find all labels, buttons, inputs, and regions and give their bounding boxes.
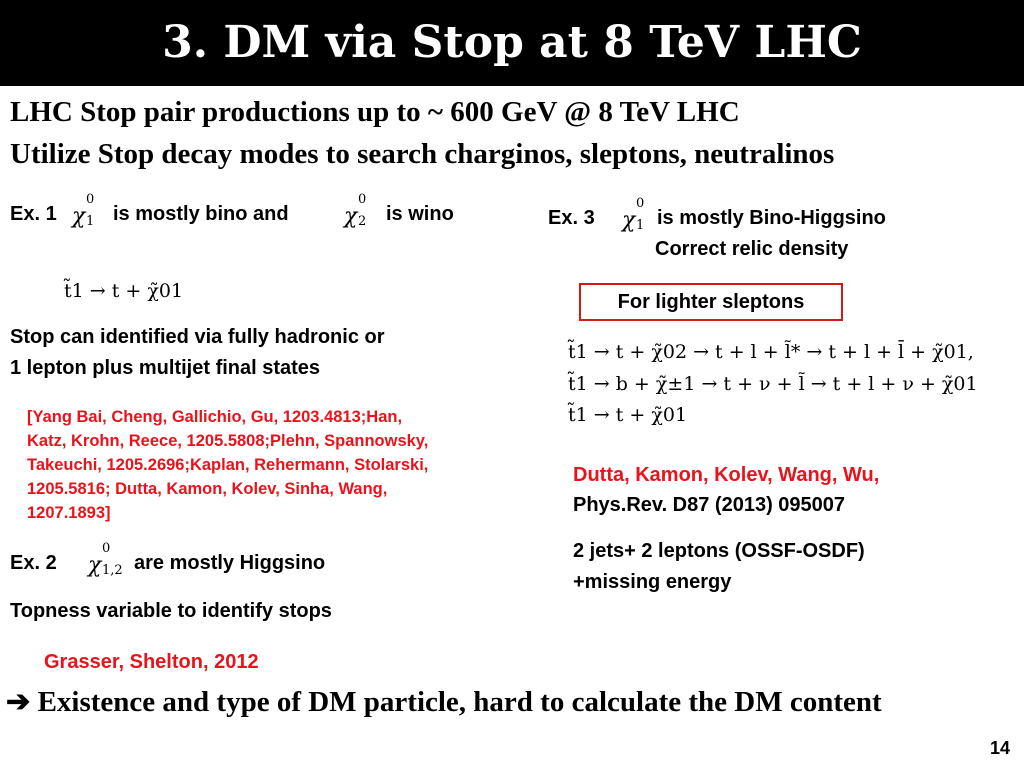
ex3-relic-density: Correct relic density <box>655 238 849 260</box>
references-block <box>27 405 527 525</box>
chi1-symbol: χ 0 1 <box>72 192 95 229</box>
chi12-symbol: χ 0 1,2 <box>88 541 123 578</box>
decay-chain-3: t̃1 → t + χ̃01 <box>568 404 688 426</box>
decay-chain-2: t̃1 → b + χ̃±1 → t + ν + l̃ → t + l + ν + χ̃01 <box>568 373 978 395</box>
reference-line: 1207.1893] <box>27 504 111 522</box>
page-number: 14 <box>989 738 1010 758</box>
grasser-citation: Grasser, Shelton, 2012 <box>44 651 259 673</box>
conclusion-line <box>6 685 882 719</box>
topness-text: Topness variable to identify stops <box>10 600 332 622</box>
arrow-icon: ➔ <box>6 686 31 718</box>
reference-line: 1205.5816; Dutta, Kamon, Kolev, Sinha, Wang, <box>27 480 388 498</box>
conclusion-text: Existence and type of DM particle, hard to calculate the DM content <box>37 686 882 718</box>
stop-text-line-2: 1 lepton plus multijet final states <box>10 357 321 379</box>
intro-line-2: Utilize Stop decay modes to search charginos, sleptons, neutralinos <box>10 138 835 170</box>
lighter-sleptons-box: For lighter sleptons <box>579 283 843 321</box>
title-bar <box>0 0 1024 86</box>
dutta-authors: Dutta, Kamon, Kolev, Wang, Wu, <box>573 464 880 486</box>
chi1-symbol-ex3: χ 0 1 <box>622 196 645 233</box>
reference-line: Takeuchi, 1205.2696;Kaplan, Rehermann, Stolarski, <box>27 456 429 474</box>
ex3-prefix: Ex. 3 <box>548 207 595 229</box>
ex1-middle: is mostly bino and <box>113 203 289 225</box>
ex3-suffix: is mostly Bino-Higgsino <box>657 207 886 229</box>
slide-title: 3. DM via Stop at 8 TeV LHC <box>162 17 862 68</box>
ex1-prefix: Ex. 1 <box>10 203 57 225</box>
ex2-prefix: Ex. 2 <box>10 552 57 574</box>
signature-line-2: +missing energy <box>573 571 732 593</box>
decay-chain-1: t̃1 → t + χ̃02 → t + l + l̃* → t + l + l̄ + χ̃01, <box>568 341 974 363</box>
intro-line-1: LHC Stop pair productions up to ~ 600 GeV @ 8 TeV LHC <box>10 96 740 128</box>
reference-line: [Yang Bai, Cheng, Gallichio, Gu, 1203.4813;Han, <box>27 408 403 426</box>
reference-line: Katz, Krohn, Reece, 1205.5808;Plehn, Spannowsky, <box>27 432 429 450</box>
ex1-decay-equation: t̃1 → t + χ̃01 <box>64 280 184 302</box>
ex1-suffix: is wino <box>386 203 454 225</box>
dutta-journal: Phys.Rev. D87 (2013) 095007 <box>573 494 846 516</box>
stop-text-line-1: Stop can identified via fully hadronic or <box>10 326 385 348</box>
chi2-symbol: χ 0 2 <box>344 192 367 229</box>
signature-line-1: 2 jets+ 2 leptons (OSSF-OSDF) <box>573 540 865 562</box>
ex2-suffix: are mostly Higgsino <box>134 552 326 574</box>
